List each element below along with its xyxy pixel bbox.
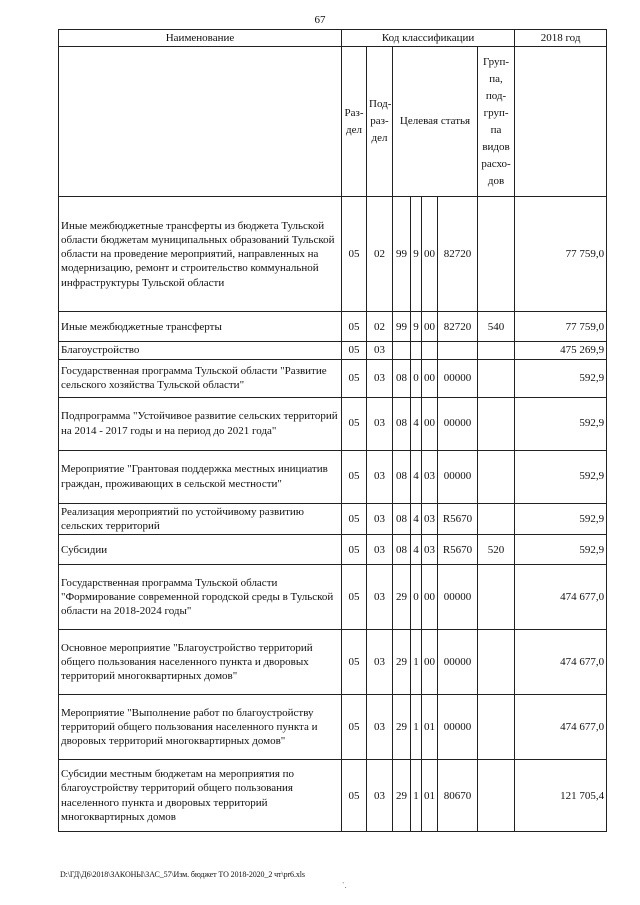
razdel-cell: 05 [342,197,367,312]
target-subprogram-cell: 4 [411,503,422,535]
podrazdel-cell: 03 [367,359,393,397]
amount-cell: 77 759,0 [515,197,607,312]
podrazdel-cell: 02 [367,312,393,342]
amount-cell: 77 759,0 [515,312,607,342]
razdel-cell: 05 [342,359,367,397]
target-program-cell [393,342,411,359]
expense-group-cell [478,359,515,397]
row-name: Мероприятие "Грантовая поддержка местных инициатив граждан, проживающих в сельской местности" [59,450,342,503]
table-row [59,760,607,832]
header-name-blank [59,47,342,197]
amount-cell: 475 269,9 [515,342,607,359]
target-program-cell: 08 [393,503,411,535]
row-name: Реализация мероприятий по устойчивому развитию сельских территорий [59,503,342,535]
target-event-cell: 00 [422,197,438,312]
target-direction-cell: 00000 [438,397,478,450]
target-event-cell: 00 [422,359,438,397]
table-row [59,565,607,630]
expense-group-cell [478,197,515,312]
razdel-cell: 05 [342,630,367,695]
target-program-cell: 29 [393,565,411,630]
amount-cell: 592,9 [515,359,607,397]
header-group: Груп-па, под-груп-па видов расхо-дов [478,47,515,197]
table-row [59,503,607,535]
header-name: Наименование [59,30,342,47]
row-name: Благоустройство [59,342,342,359]
table-row [59,630,607,695]
expense-group-cell [478,342,515,359]
target-event-cell [422,342,438,359]
header-classification: Код классификации [342,30,515,47]
target-subprogram-cell: 0 [411,359,422,397]
target-event-cell: 03 [422,450,438,503]
expense-group-cell [478,565,515,630]
target-direction-cell: 00000 [438,630,478,695]
target-program-cell: 08 [393,397,411,450]
target-subprogram-cell [411,342,422,359]
row-name: Иные межбюджетные трансферты [59,312,342,342]
table-row [59,342,607,359]
razdel-cell: 05 [342,565,367,630]
razdel-cell: 05 [342,450,367,503]
file-path-footer: D:\ГД\Д6\2018\ЗАКОНЫ\ЗАС_57\Изм. бюджет ТО 2018-2020_2 чт\pr6.xls [60,870,305,879]
amount-cell: 474 677,0 [515,565,607,630]
target-subprogram-cell: 4 [411,397,422,450]
razdel-cell: 05 [342,342,367,359]
target-direction-cell: 00000 [438,565,478,630]
row-name: Мероприятие "Выполнение работ по благоустройству территорий общего пользования населенного пункта и дворовых территорий многоквартирных домов" [59,695,342,760]
header-razdel: Раз-дел [342,47,367,197]
target-program-cell: 08 [393,359,411,397]
razdel-cell: 05 [342,760,367,832]
target-direction-cell: R5670 [438,535,478,565]
razdel-cell: 05 [342,397,367,450]
row-name: Государственная программа Тульской области "Развитие сельского хозяйства Тульской области" [59,359,342,397]
header-year: 2018 год [515,30,607,47]
amount-cell: 592,9 [515,503,607,535]
expense-group-cell: 520 [478,535,515,565]
target-event-cell: 03 [422,503,438,535]
table-row [59,359,607,397]
amount-cell: 592,9 [515,397,607,450]
target-event-cell: 01 [422,760,438,832]
table-row [59,535,607,565]
podrazdel-cell: 03 [367,630,393,695]
target-program-cell: 29 [393,695,411,760]
target-program-cell: 29 [393,630,411,695]
row-name: Субсидии местным бюджетам на мероприятия по благоустройству территорий общего пользования населенного пункта и дворовых территорий многоквартирных домов [59,760,342,832]
table-row [59,312,607,342]
target-direction-cell: 82720 [438,197,478,312]
expense-group-cell: 540 [478,312,515,342]
target-subprogram-cell: 1 [411,760,422,832]
expense-group-cell [478,630,515,695]
budget-table [58,29,607,832]
header-podrazdel: Под-раз-дел [367,47,393,197]
target-direction-cell: 00000 [438,359,478,397]
podrazdel-cell: 03 [367,565,393,630]
row-name: Субсидии [59,535,342,565]
expense-group-cell [478,503,515,535]
target-direction-cell: 80670 [438,760,478,832]
podrazdel-cell: 03 [367,695,393,760]
target-program-cell: 08 [393,450,411,503]
target-program-cell: 29 [393,760,411,832]
row-name: Иные межбюджетные трансферты из бюджета Тульской области бюджетам муниципальных образований Тульской области на проведение мероприятий, направленных на модернизацию, ремонт и строительство коммунальной инфраструктуры Тульской области [59,197,342,312]
target-program-cell: 99 [393,312,411,342]
target-event-cell: 00 [422,312,438,342]
target-subprogram-cell: 1 [411,695,422,760]
target-direction-cell [438,342,478,359]
amount-cell: 474 677,0 [515,630,607,695]
expense-group-cell [478,760,515,832]
target-event-cell: 00 [422,565,438,630]
table-row [59,197,607,312]
amount-cell: 592,9 [515,450,607,503]
target-program-cell: 99 [393,197,411,312]
podrazdel-cell: 02 [367,197,393,312]
target-direction-cell: R5670 [438,503,478,535]
razdel-cell: 05 [342,535,367,565]
podrazdel-cell: 03 [367,397,393,450]
expense-group-cell [478,397,515,450]
row-name: Государственная программа Тульской области "Формирование современной городской среды в Тульской области на 2018-2024 годы" [59,565,342,630]
razdel-cell: 05 [342,503,367,535]
amount-cell: 592,9 [515,535,607,565]
target-direction-cell: 00000 [438,695,478,760]
target-subprogram-cell: 4 [411,450,422,503]
razdel-cell: 05 [342,312,367,342]
podrazdel-cell: 03 [367,535,393,565]
podrazdel-cell: 03 [367,760,393,832]
target-program-cell: 08 [393,535,411,565]
podrazdel-cell: 03 [367,503,393,535]
amount-cell: 121 705,4 [515,760,607,832]
amount-cell: 474 677,0 [515,695,607,760]
target-subprogram-cell: 9 [411,312,422,342]
target-subprogram-cell: 0 [411,565,422,630]
target-event-cell: 01 [422,695,438,760]
target-direction-cell: 82720 [438,312,478,342]
row-name: Основное мероприятие "Благоустройство территорий общего пользования населенного пункта и дворовых территорий многоквартирных домов" [59,630,342,695]
target-event-cell: 03 [422,535,438,565]
table-row [59,695,607,760]
table-row [59,397,607,450]
expense-group-cell [478,695,515,760]
target-event-cell: 00 [422,397,438,450]
expense-group-cell [478,450,515,503]
target-event-cell: 00 [422,630,438,695]
table-row [59,450,607,503]
header-year-blank [515,47,607,197]
target-subprogram-cell: 9 [411,197,422,312]
scan-mark: `. [342,881,347,890]
podrazdel-cell: 03 [367,450,393,503]
podrazdel-cell: 03 [367,342,393,359]
target-direction-cell: 00000 [438,450,478,503]
row-name: Подпрограмма "Устойчивое развитие сельских территорий на 2014 - 2017 годы и на период до 2021 года" [59,397,342,450]
page-number: 67 [314,14,326,26]
header-target-article: Целевая статья [393,47,478,197]
target-subprogram-cell: 4 [411,535,422,565]
target-subprogram-cell: 1 [411,630,422,695]
razdel-cell: 05 [342,695,367,760]
